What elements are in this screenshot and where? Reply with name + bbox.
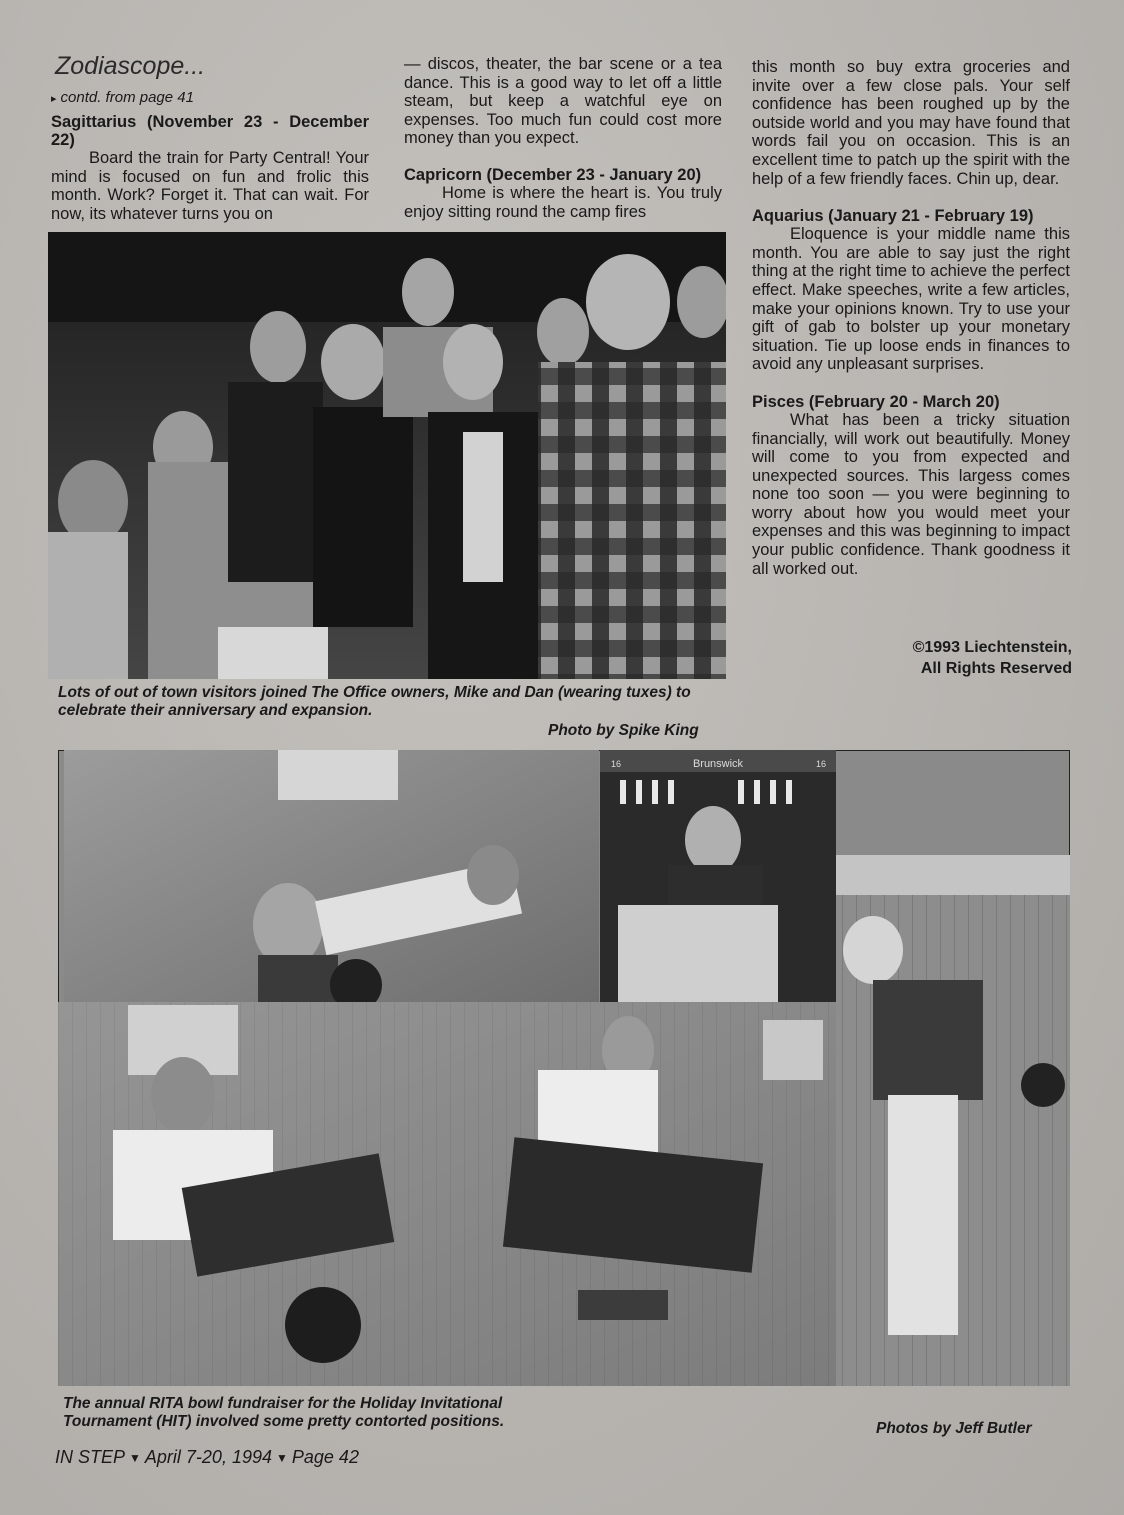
page-footer [55, 1447, 359, 1468]
triangle-icon: ▸ [51, 93, 57, 105]
bowling-collage-photo [58, 750, 1070, 1386]
issue-date: April 7-20, 1994 [144, 1447, 272, 1467]
bar-group-photo [48, 232, 726, 679]
continued-note [51, 89, 194, 106]
column-1 [51, 113, 369, 223]
sagittarius-body: Board the train for Party Central! Your mind is focused on fun and frolic this month. Work? Forget it. That can wait. For now, its whatever turns you on [51, 149, 369, 223]
column-2 [404, 55, 722, 221]
triangle-separator-icon: ▼ [276, 1451, 288, 1465]
copyright-notice [752, 637, 1072, 679]
bar-photo-caption: Lots of out of town visitors joined The Office owners, Mike and Dan (wearing tuxes) to celebrate their anniversary and expansion. [58, 684, 691, 719]
bar-photo-credit: Photo by Spike King [548, 722, 699, 739]
lane-number-right: 16 [816, 759, 827, 769]
aquarius-body: Eloquence is your middle name this month. You are able to say just the right thing at the right time to achieve the perfect effect. Make speeches, write a few articles, make your opinions known. Try to use your gift of gab to bolster up your monetary situation. Tie up loose ends in finances to avoid any unpleasant surprises. [752, 225, 1070, 374]
column-3 [752, 58, 1070, 578]
copyright-line-1: ©1993 Liechtenstein, [912, 639, 1072, 656]
page-number: Page 42 [291, 1447, 359, 1467]
bowling-photo-caption: The annual RITA bowl fundraiser for the Holiday Invitational Tournament (HIT) involved some pretty contorted positions. [63, 1395, 505, 1430]
column-3-lead: this month so buy extra groceries and invite over a few close pals. Your self confidence has been roughed up by the outside world and you may have found that words fail you on occasion. This is an excellent time to patch up the spirit with the help of a few friendly faces. Chin up, dear. [752, 58, 1070, 188]
pisces-heading: Pisces (February 20 - March 20) [752, 392, 1000, 411]
sagittarius-heading: Sagittarius (November 23 - December 22) [51, 113, 369, 149]
continued-text: contd. from page 41 [60, 89, 194, 106]
pisces-body: What has been a tricky situation financially, will work out beautifully. Money will come to you from expected and unexpected sources. This largess comes none too soon — you were beginning to worry about how you would meet your expenses and this was beginning to impact your public confidence. Thank goodness it all worked out. [752, 410, 1070, 578]
column-title: Zodiascope... [55, 52, 206, 80]
triangle-separator-icon: ▼ [129, 1451, 141, 1465]
capricorn-body: Home is where the heart is. You truly enjoy sitting round the camp fires [404, 183, 722, 221]
aquarius-heading: Aquarius (January 21 - February 19) [752, 207, 1034, 226]
bowling-photo-credit: Photos by Jeff Butler [876, 1420, 1032, 1437]
publication-name: IN STEP [55, 1447, 126, 1467]
copyright-line-2: All Rights Reserved [920, 660, 1072, 677]
capricorn-heading: Capricorn (December 23 - January 20) [404, 165, 702, 184]
brunswick-sign: Brunswick [692, 758, 744, 770]
lane-number-left: 16 [611, 759, 622, 769]
column-2-lead: — discos, theater, the bar scene or a tea dance. This is a good way to let off a little steam, but keep a watchful eye on expenses. Too much fun could cost more money than you expect. [404, 55, 722, 148]
